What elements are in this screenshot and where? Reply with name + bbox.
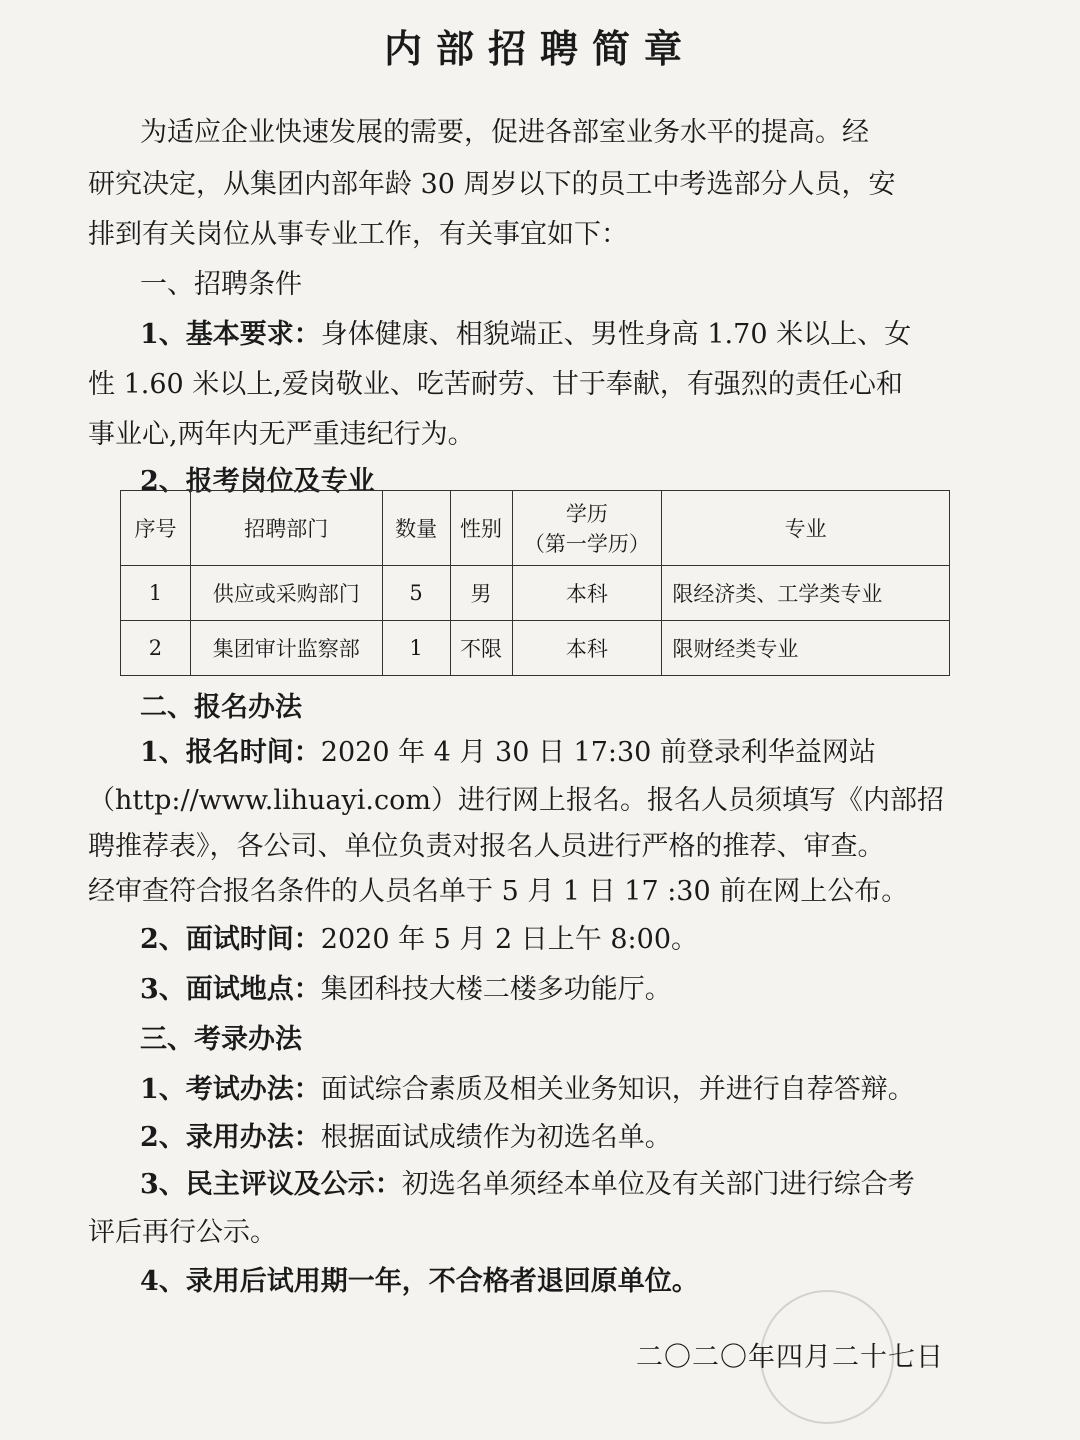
column-header-quantity: 数量 [382, 491, 450, 566]
table-cell: 1 [121, 566, 191, 621]
probation-note: 4、录用后试用期一年，不合格者退回原单位。 [140, 1266, 699, 1297]
exam-method [140, 1070, 915, 1110]
basic-requirement-label: 1、基本要求： [140, 319, 321, 350]
basic-requirement-text: 身体健康、相貌端正、男性身高 1.70 米以上、女 [320, 319, 912, 350]
registration-time-text: （http://www.lihuayi.com）进行网上报名。报名人员须填写《内部招 [88, 785, 944, 816]
table-cell: 男 [450, 566, 512, 621]
education-label: 学历 [565, 502, 608, 526]
interview-time-label: 2、面试时间： [140, 924, 321, 955]
table-cell: 2 [121, 621, 191, 676]
table-row [121, 566, 950, 621]
table-cell: 本科 [512, 621, 662, 676]
hire-method-text: 根据面试成绩作为初选名单。 [320, 1122, 672, 1153]
table-cell: 本科 [512, 566, 662, 621]
table-cell: 限经济类、工学类专业 [662, 566, 950, 621]
table-header-row [121, 491, 950, 566]
registration-time-text: 经审查符合报名条件的人员名单于 5 月 1 日 17 :30 前在网上公布。 [88, 876, 909, 907]
section3-heading: 三、考录办法 [140, 1024, 302, 1055]
positions-label: 2、报考岗位及专业 [140, 466, 375, 497]
table-cell: 限财经类专业 [662, 621, 950, 676]
positions-table [120, 490, 950, 676]
basic-requirement [140, 315, 911, 355]
basic-requirement-text: 事业心,两年内无严重违纪行为。 [88, 419, 475, 450]
column-header-gender: 性别 [450, 491, 512, 566]
intro-line: 排到有关岗位从事专业工作，有关事宜如下： [88, 219, 628, 250]
basic-requirement-text: 性 1.60 米以上,爱岗敬业、吃苦耐劳、甘于奉献，有强烈的责任心和 [88, 369, 903, 400]
interview-place-text: 集团科技大楼二楼多功能厅。 [320, 974, 672, 1005]
interview-time-text: 2020 年 5 月 2 日上午 8:00。 [320, 924, 698, 955]
registration-time [140, 733, 876, 773]
section1-heading: 一、招聘条件 [140, 269, 302, 300]
interview-time [140, 920, 698, 960]
section2-heading: 二、报名办法 [140, 692, 302, 723]
column-header-education [512, 491, 662, 566]
interview-place [140, 970, 672, 1010]
review-publicity-text: 初选名单须经本单位及有关部门进行综合考 [401, 1169, 915, 1200]
review-publicity [140, 1165, 915, 1205]
intro-line: 研究决定，从集团内部年龄 30 周岁以下的员工中考选部分人员，安 [88, 169, 896, 200]
page-title: 内部招聘简章 [383, 26, 696, 71]
registration-time-label: 1、报名时间： [140, 737, 321, 768]
column-header-department: 招聘部门 [190, 491, 382, 566]
registration-time-text: 2020 年 4 月 30 日 17:30 前登录利华益网站 [320, 737, 876, 768]
table-cell: 不限 [450, 621, 512, 676]
exam-method-label: 1、考试办法： [140, 1074, 321, 1105]
review-publicity-label: 3、民主评议及公示： [140, 1169, 402, 1200]
issue-date: 二〇二〇年四月二十七日 [636, 1342, 944, 1373]
column-header-major: 专业 [662, 491, 950, 566]
interview-place-label: 3、面试地点： [140, 974, 321, 1005]
review-publicity-text: 评后再行公示。 [88, 1217, 277, 1248]
hire-method-label: 2、录用办法： [140, 1122, 321, 1153]
registration-time-text: 聘推荐表》，各公司、单位负责对报名人员进行严格的推荐、审查。 [88, 831, 885, 862]
education-sublabel: （第一学历） [523, 532, 650, 556]
table-row [121, 621, 950, 676]
table-cell: 5 [382, 566, 450, 621]
table-cell: 供应或采购部门 [190, 566, 382, 621]
table-cell: 集团审计监察部 [190, 621, 382, 676]
column-header-index: 序号 [121, 491, 191, 566]
hire-method [140, 1118, 672, 1158]
table-cell: 1 [382, 621, 450, 676]
intro-line: 为适应企业快速发展的需要，促进各部室业务水平的提高。经 [140, 117, 869, 148]
exam-method-text: 面试综合素质及相关业务知识，并进行自荐答辩。 [320, 1074, 915, 1105]
